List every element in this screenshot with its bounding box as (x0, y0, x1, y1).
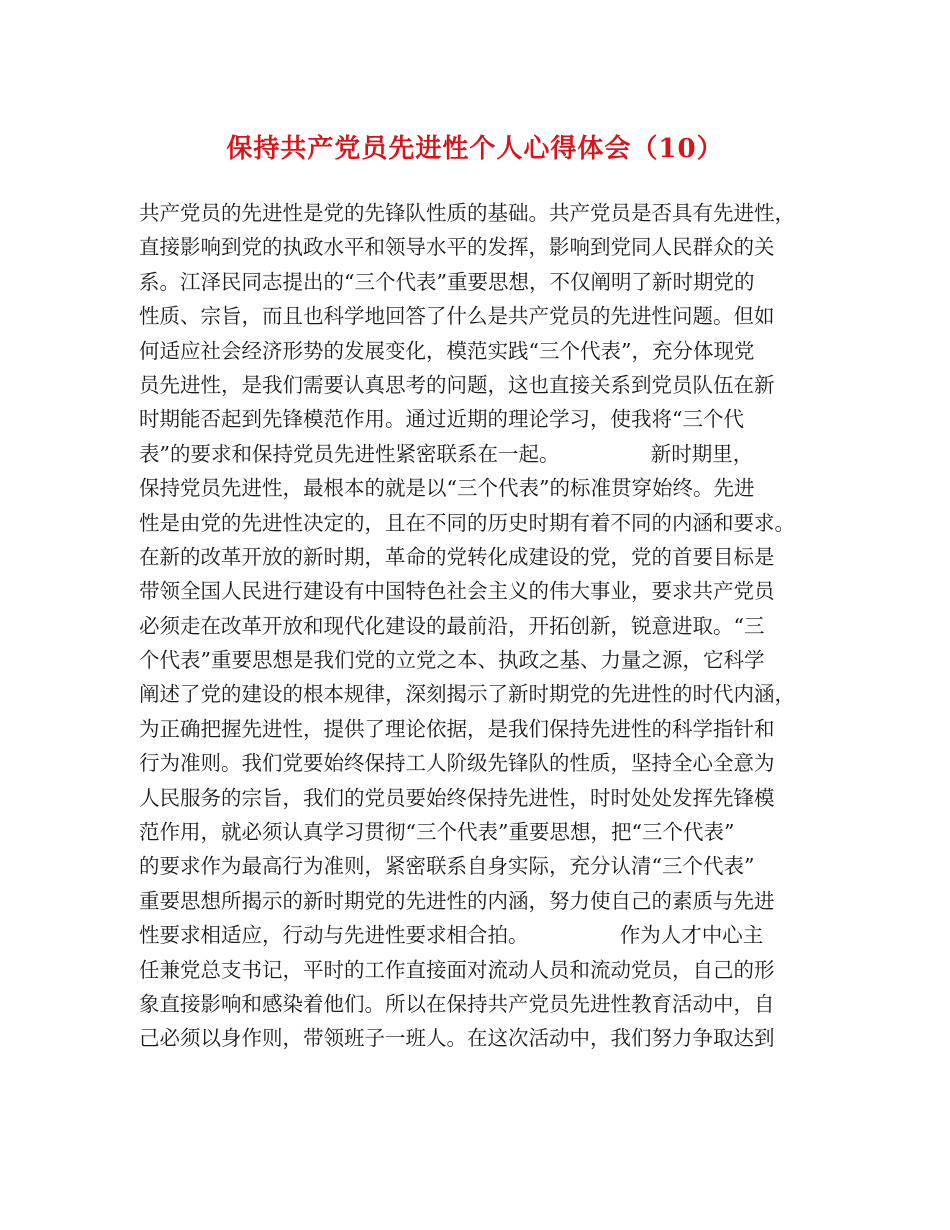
body-text-line: 性是由党的先进性决定的，且在不同的历史时期有着不同的内涵和要求。 (139, 510, 795, 535)
body-text-line: 性质、宗旨，而且也科学地回答了什么是共产党员的先进性问题。但如 (139, 304, 775, 329)
body-text-line: 人民服务的宗旨，我们的党员要始终保持先进性，时时处处发挥先锋模 (139, 785, 775, 810)
body-text-line: 必须走在改革开放和现代化建设的最前沿，开拓创新，锐意进取。“三 (139, 613, 765, 638)
body-text-line: 己必须以身作则，带领班子一班人。在这次活动中，我们努力争取达到 (139, 1026, 775, 1051)
body-text-line: 行为准则。我们党要始终保持工人阶级先锋队的性质，坚持全心全意为 (139, 751, 775, 776)
body-text-line: 时期能否起到先锋模范作用。通过近期的理论学习，使我将“三个代 (139, 407, 744, 432)
body-text-line: 员先进性，是我们需要认真思考的问题，这也直接关系到党员队伍在新 (139, 372, 775, 397)
body-text-line: 何适应社会经济形势的发展变化，模范实践“三个代表”，充分体现党 (139, 338, 755, 363)
body-text-line: 带领全国人民进行建设有中国特色社会主义的伟大事业，要求共产党员 (139, 579, 775, 604)
body-text-line: 性要求相适应，行动与先进性要求相合拍。 作为人才中心主 (139, 923, 764, 948)
body-text-line: 任兼党总支书记，平时的工作直接面对流动人员和流动党员，自己的形 (139, 957, 775, 982)
body-text-line: 直接影响到党的执政水平和领导水平的发挥，影响到党同人民群众的关 (139, 235, 775, 260)
document-body (139, 196, 839, 1056)
body-text-line: 在新的改革开放的新时期，革命的党转化成建设的党，党的首要目标是 (139, 544, 775, 569)
document-title: 保持共产党员先进性个人心得体会（10） (226, 134, 724, 164)
body-text-line: 共产党员的先进性是党的先锋队性质的基础。共产党员是否具有先进性， (139, 201, 795, 225)
body-text-line: 保持党员先进性，最根本的就是以“三个代表”的标准贯穿始终。先进 (139, 476, 755, 501)
body-text-line: 范作用，就必须认真学习贯彻“三个代表”重要思想，把“三个代表” (139, 820, 735, 845)
body-text-line: 阐述了党的建设的根本规律，深刻揭示了新时期党的先进性的时代内涵， (139, 682, 795, 707)
body-text-line: 重要思想所揭示的新时期党的先进性的内涵，努力使自己的素质与先进 (139, 888, 775, 913)
body-text-line: 的要求作为最高行为准则，紧密联系自身实际，充分认清“三个代表” (139, 854, 755, 879)
body-text-line: 表”的要求和保持党员先进性紧密联系在一起。 新时期里， (139, 441, 754, 466)
body-text-line: 个代表”重要思想是我们党的立党之本、执政之基、力量之源，它科学 (139, 648, 765, 673)
body-text-line: 为正确把握先进性，提供了理论依据，是我们保持先进性的科学指针和 (139, 716, 775, 741)
body-text-line: 象直接影响和感染着他们。所以在保持共产党员先进性教育活动中，自 (139, 991, 775, 1016)
body-text-line: 系。江泽民同志提出的“三个代表”重要思想，不仅阐明了新时期党的 (139, 269, 755, 294)
